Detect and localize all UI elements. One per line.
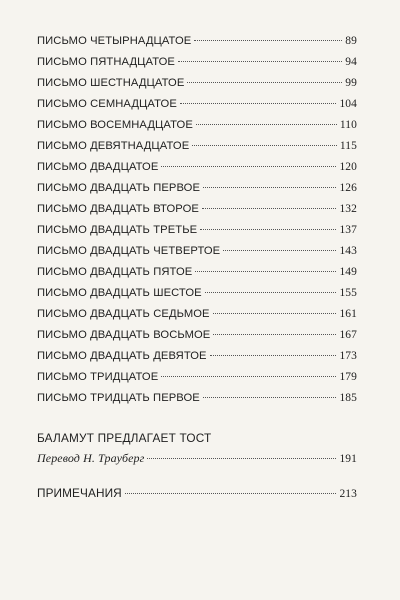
toc-entry-page: 99 [345,77,357,89]
toc-entry-title: ПИСЬМО ДВАДЦАТЬ ПЯТОЕ [37,266,193,278]
section-gap [37,472,357,486]
dot-leader [196,124,337,125]
toc-entry [37,119,357,140]
toc-entry [37,98,357,119]
toast-section-title: БАЛАМУТ ПРЕДЛАГАЕТ ТОСТ [37,431,212,445]
toc-entry [37,203,357,224]
toc-entry-title: ПИСЬМО СЕМНАДЦАТОЕ [37,98,177,110]
toc-entry-page: 110 [339,119,357,131]
dot-leader [205,292,337,293]
toc-entry-title: ПИСЬМО ПЯТНАДЦАТОЕ [37,56,175,68]
toc-entry-page: 155 [339,287,357,299]
notes-title: ПРИМЕЧАНИЯ [37,486,122,500]
toc-entry [37,392,357,413]
toc-entry-title: ПИСЬМО ДВАДЦАТЬ ВТОРОЕ [37,203,199,215]
dot-leader [202,208,337,209]
toc-entry [37,350,357,371]
toc-entry [37,287,357,308]
toc-entry [37,182,357,203]
toc-entry [37,371,357,392]
toc-entry-page: 132 [339,203,357,215]
dot-leader [187,82,342,83]
dot-leader [213,313,337,314]
dot-leader [203,187,336,188]
toc-entry [37,140,357,161]
dot-leader [200,229,336,230]
toc-entry [37,329,357,350]
dot-leader [213,334,336,335]
toc-entry-title: ПИСЬМО ДВАДЦАТОЕ [37,161,159,173]
toc-entry [37,35,357,56]
toc-entry [37,77,357,98]
toc-entry [37,161,357,182]
toc-entry-page: 89 [345,35,357,47]
translator-credit: Перевод Н. Трауберг [37,451,145,465]
toc-entry-title: ПИСЬМО ДВАДЦАТЬ СЕДЬМОЕ [37,308,210,320]
toc-entry [37,224,357,245]
toc-entry-page: 161 [339,308,357,320]
toc-letters-list [37,35,357,413]
dot-leader [180,103,337,104]
toc-entry-title: ПИСЬМО ДВАДЦАТЬ ПЕРВОЕ [37,182,201,194]
toc-entry-notes [37,486,357,507]
toc-entry-page: 120 [339,161,357,173]
dot-leader [192,145,337,146]
toc-entry-page: 115 [339,140,357,152]
dot-leader [194,40,342,41]
dot-leader [195,271,336,272]
toc-entry-page: 167 [339,329,357,341]
dot-leader [125,493,337,494]
toc-entry-title: ПИСЬМО ДЕВЯТНАДЦАТОЕ [37,140,190,152]
toc-entry-page: 137 [339,224,357,236]
toc-entry-title: ПИСЬМО ДВАДЦАТЬ ДЕВЯТОЕ [37,350,207,362]
dot-leader [223,250,336,251]
toc-entry-page: 94 [345,56,357,68]
toc-entry-page: 173 [339,350,357,362]
toc-entry-page: 143 [339,245,357,257]
toc-entry [37,266,357,287]
toc-entry-title: ПИСЬМО ЧЕТЫРНАДЦАТОЕ [37,35,192,47]
dot-leader [203,397,337,398]
dot-leader [178,61,342,62]
toc-entry-page: 213 [339,488,357,500]
toc-entry-title: ПИСЬМО ДВАДЦАТЬ ШЕСТОЕ [37,287,202,299]
dot-leader [161,166,336,167]
dot-leader [161,376,336,377]
toc-entry-title: ПИСЬМО ТРИДЦАТЬ ПЕРВОЕ [37,392,200,404]
toc-entry-title: ПИСЬМО ВОСЕМНАДЦАТОЕ [37,119,193,131]
toc-entry [37,245,357,266]
toc-entry [37,56,357,77]
toc-entry [37,308,357,329]
toc-entry-page: 185 [339,392,357,404]
toc-entry-page: 191 [339,453,357,465]
toc-entry-page: 104 [339,98,357,110]
toc-entry-title: ПИСЬМО ТРИДЦАТОЕ [37,371,159,383]
toc-entry-title: ПИСЬМО ДВАДЦАТЬ ТРЕТЬЕ [37,224,198,236]
toc-entry-title: ПИСЬМО ДВАДЦАТЬ ЧЕТВЕРТОЕ [37,245,221,257]
toc-entry-page: 126 [339,182,357,194]
toc-entry-translator [37,451,357,472]
toc-entry-title: ПИСЬМО ДВАДЦАТЬ ВОСЬМОЕ [37,329,211,341]
dot-leader [147,458,336,459]
toc-entry-page: 149 [339,266,357,278]
dot-leader [210,355,337,356]
toc-entry-page: 179 [339,371,357,383]
toc-entry-title: ПИСЬМО ШЕСТНАДЦАТОЕ [37,77,185,89]
